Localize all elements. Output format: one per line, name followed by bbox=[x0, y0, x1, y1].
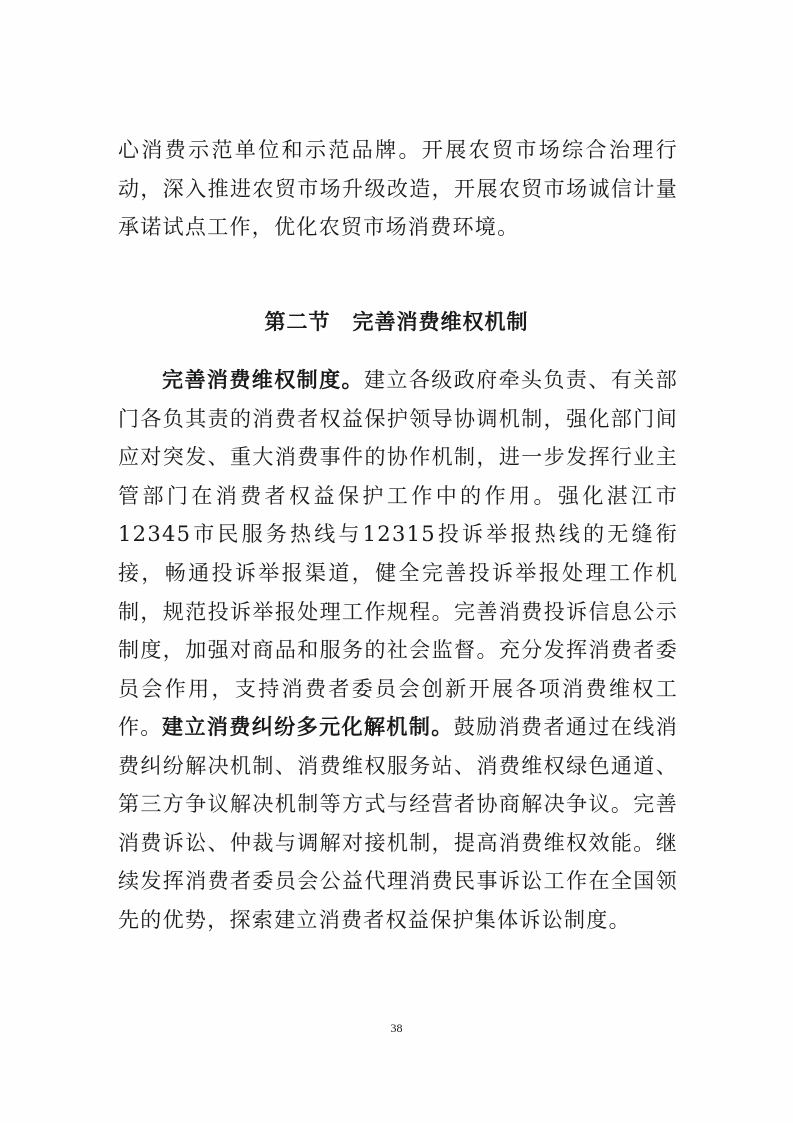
page-number: 38 bbox=[390, 1021, 403, 1035]
section-heading bbox=[0, 306, 793, 336]
section-number: 第二节 bbox=[264, 310, 331, 334]
paragraph-lead: 建立消费纠纷多元化解机制。 bbox=[162, 715, 454, 739]
paragraph-body: 鼓励消费者通过在线消费纠纷解决机制、消费维权服务站、消费维权绿色通道、第三方争议解决机制等方式与经营者协商解决争议。完善消费诉讼、仲裁与调解对接机制，提高消费维权效能。继续发挥消费者委员会公益代理消费民事诉讼工作在全国领先的优势，探索建立消费者权益保护集体诉讼制度。 bbox=[118, 715, 678, 932]
paragraph-lead: 完善消费维权制度。 bbox=[162, 368, 364, 392]
paragraph-dispute-resolution bbox=[118, 708, 678, 940]
paragraph-body: 建立各级政府牵头负责、有关部门各负其责的消费者权益保护领导协调机制，强化部门间应对突发、重大消费事件的协作机制，进一步发挥行业主管部门在消费者权益保护工作中的作用。强化湛江市12345市民服务热线与12315投诉举报热线的无缝衔接，畅通投诉举报渠道，健全完善投诉举报处理工作机制，规范投诉举报处理工作规程。完善消费投诉信息公示制度，加强对商品和服务的社会监督。充分发挥消费者委员会作用，支持消费者委员会创新开展各项消费维权工作。 bbox=[118, 368, 678, 740]
section-title: 完善消费维权机制 bbox=[352, 310, 529, 334]
paragraph-consumer-rights-system bbox=[118, 361, 678, 747]
intro-paragraph: 心消费示范单位和示范品牌。开展农贸市场综合治理行动，深入推进农贸市场升级改造，开展农贸市场诚信计量承诺试点工作，优化农贸市场消费环境。 bbox=[118, 138, 678, 240]
